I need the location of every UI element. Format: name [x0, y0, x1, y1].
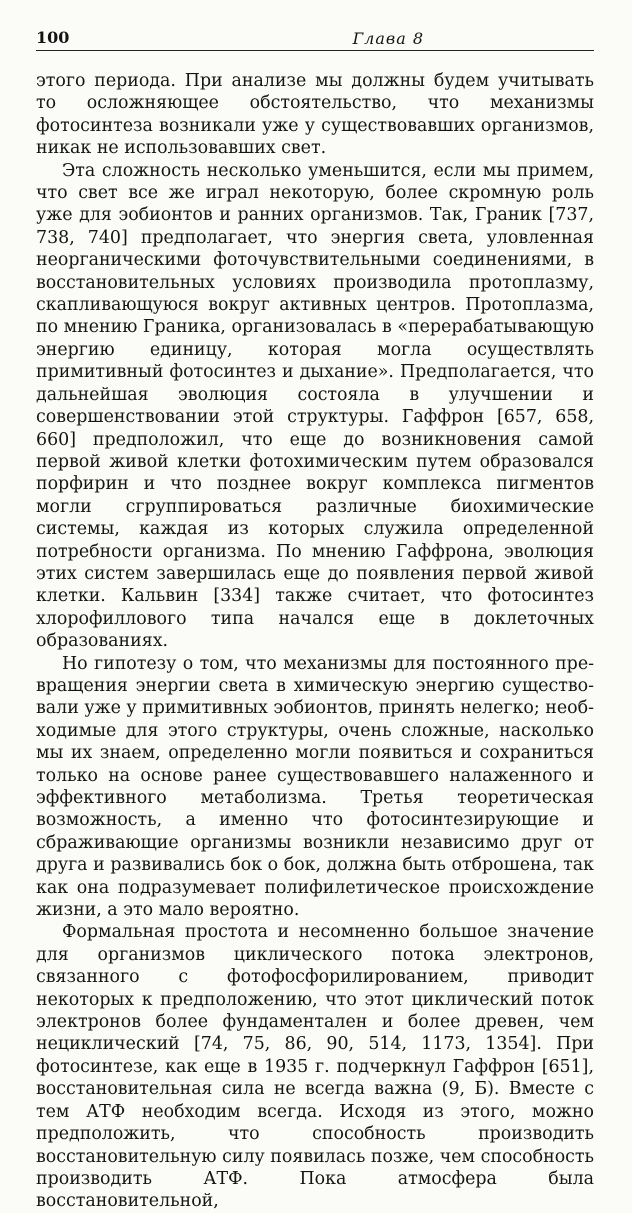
- page-header: [36, 26, 594, 51]
- body-text: [36, 70, 594, 1213]
- paragraph: Но гипотезу о том, что механизмы для постоянного превращения энергии света в химическую энергию существовали уже у примитивных эобионтов, принять нелегко; необходимые для этого структуры, очень сложные, насколько мы их знаем, определенно могли появиться и сохраниться только на основе ранее существовавшего налаженного и эффективного метаболизма. Третья теоретическая возможность, а именно что фотосинтезирующие и сбраживающие организмы возникли независимо друг от друга и развивались бок о бок, должна быть отброшена, так как она подразумевает полифилетическое происхождение жизни, а это мало вероятно.: [36, 653, 594, 921]
- paragraph: Эта сложность несколько уменьшится, если мы примем, что свет все же играл некоторую, более скромную роль уже для эобионтов и ранних организмов. Так, Граник [737, 738, 740] предполагает, что энергия света, уловленная неорганическими фоточувствительными соединениями, в восстановительных условиях производила протоплазму, скапливающуюся вокруг активных центров. Протоплазма, по мнению Граника, организовалась в «перерабатывающую энергию единицу, которая могла осуществлять примитивный фотосинтез и дыхание». Предполагается, что дальнейшая эволюция состояла в улучшении и совершенствовании этой структуры. Гаффрон [657, 658, 660] предположил, что еще до возникновения самой первой живой клетки фотохимическим путем образовался порфирин и что позднее вокруг комплекса пигментов могли сгруппироваться различные биохимические системы, каждая из которых служила определенной потребности организма. По мнению Гаффрона, эволюция этих систем завершилась еще до появления первой живой клетки. Кальвин [334] также считает, что фотосинтез хлорофиллового типа начался еще в доклеточных образованиях.: [36, 160, 594, 652]
- page-number: 100: [36, 28, 70, 47]
- chapter-title: Глава 8: [352, 29, 424, 48]
- paragraph: Формальная простота и несомненно большое значение для организмов циклического потока электронов, связанного с фотофосфорилированием, приводит некоторых к предположению, что этот циклический поток электронов более фундаментален и более древен, чем нециклический [74, 75, 86, 90, 514, 1173, 1354]. При фотосинтезе, как еще в 1935 г. подчеркнул Гаффрон [651], восстановительная сила не всегда важна (9, Б). Вместе с тем АТФ необходим всегда. Исходя из этого, можно предположить, что способность производить восстановительную силу появилась позже, чем способность производить АТФ. Пока атмосфера была восстановительной,: [36, 922, 594, 1212]
- paragraph: этого периода. При анализе мы должны будем учитывать то осложняющее обстоятельство, что механизмы фотосинтеза возникали уже у существовавших организмов, никак не использовавших свет.: [36, 71, 594, 159]
